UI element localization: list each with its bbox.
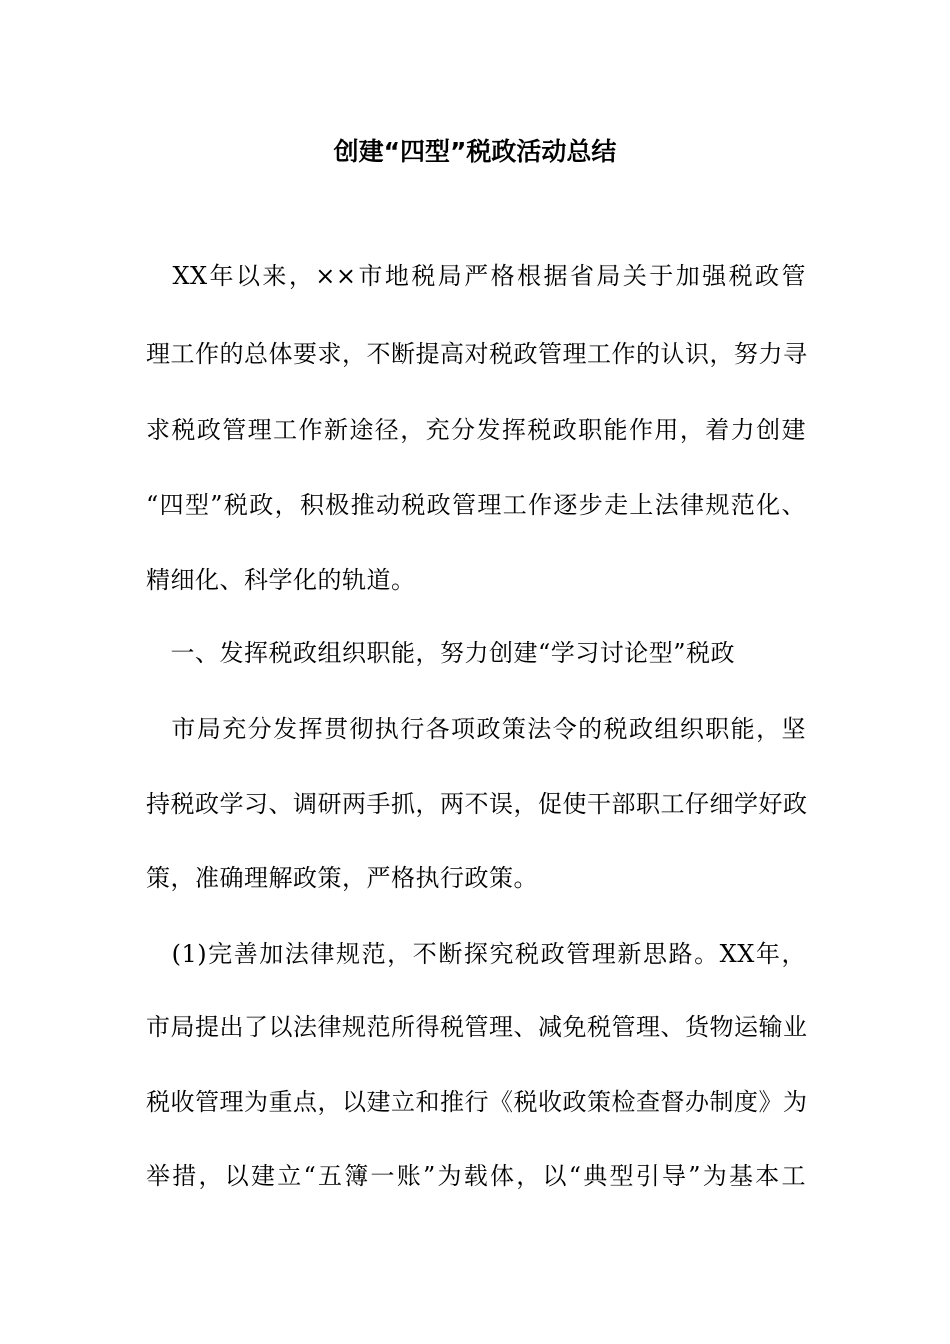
paragraph-line: (1)完善加法律规范，不断探究税政管理新思路。XX年，: [146, 940, 806, 968]
paragraph-line: 市局提出了以法律规范所得税管理、减免税管理、货物运输业: [146, 1013, 808, 1041]
document-title: 创建“四型”税政活动总结: [333, 137, 617, 166]
paragraph-line: 求税政管理工作新途径，充分发挥税政职能作用，着力创建: [146, 416, 806, 444]
paragraph-line: 理工作的总体要求，不断提高对税政管理工作的认识，努力寻: [146, 340, 808, 368]
paragraph-line: 举措，以建立“五簿一账”为载体，以“典型引导”为基本工: [146, 1162, 806, 1190]
paragraph-line: 精细化、科学化的轨道。: [146, 566, 416, 594]
paragraph-line: 税收管理为重点，以建立和推行《税收政策检查督办制度》为: [146, 1088, 808, 1116]
paragraph-line: “四型”税政，积极推动税政管理工作逐步走上法律规范化、: [146, 491, 806, 519]
paragraph-line: 策，准确理解政策，严格执行政策。: [146, 864, 538, 892]
section-heading: 一、发挥税政组织职能，努力创建“学习讨论型”税政: [146, 639, 736, 667]
paragraph-line: 市局充分发挥贯彻执行各项政策法令的税政组织职能，坚: [146, 715, 806, 743]
paragraph-line: 持税政学习、调研两手抓，两不误，促使干部职工仔细学好政: [146, 790, 808, 818]
paragraph-line: XX年以来，××市地税局严格根据省局关于加强税政管: [146, 262, 806, 290]
